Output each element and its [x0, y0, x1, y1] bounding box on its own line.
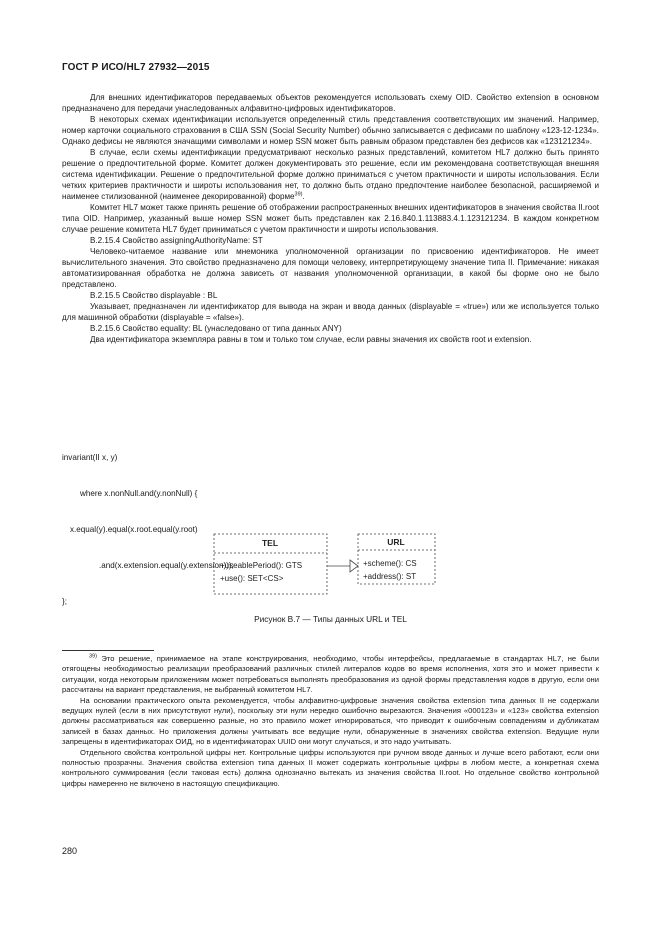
tel-class-box [214, 534, 327, 594]
footnote-text: Это решение, принимаемое на этапе конструирования, необходимо, чтобы интерфейсы, предлагаемые в стандартах HL7, не были отягощены необходимостью реализации преобразований различных стилей литералов кодов во время исполнения, хотя это и может привести к ситуации, когда некоторым приложениям может потребоваться выполнять преобразования из одной формы представления кодов в другую, если они рассчитаны на вариант представления, не выбранный комитетом HL7. [62, 654, 599, 695]
page-number: 280 [62, 846, 78, 856]
figure-caption: Рисунок В.7 — Типы данных URL и TEL [254, 614, 407, 624]
paragraph-text: В случае, если схемы идентификации предусматривают несколько разных представлений, комитетом HL7 должно быть принято решение о предпочтительной форме. Комитет должен документировать это решение, если им рекомендована соответствующая внешняя система идентификации. Решение о предпочтительной форме должно приниматься с учетом практичности и широты использования. Если четких критериев практичности и широты использования нет, то должно быть отдано предпочтение наиболее безопасной, расширяемой и наименее стилизованной (наименее декорированной) форме [62, 148, 599, 201]
paragraph: В случае, если схемы идентификации предусматривают несколько разных представлений, комитетом HL7 должно быть принято решение о предпочтительной форме. Комитет должен документировать это решение, если им рекомендована соответствующая внешняя система идентификации. Решение о предпочтительной форме должно приниматься с учетом практичности и широты использования. Если четких критериев практичности и широты использования нет, то должно быть отдано предпочтение наиболее безопасной, расширяемой и наименее стилизованной (наименее декорированной) форме$^{39)}$. [62, 148, 599, 201]
url-class-box [358, 534, 435, 584]
page-header: ГОСТ Р ИСО/HL7 27932—2015 [62, 62, 210, 73]
paragraph: Человеко-читаемое название или мнемоника уполномоченной организации по присвоению идентификаторов. Не имеет вычислительного значения. Это свойство предназначено для помощи человеку, интерпретирующему значение типа II. Примечание: никакая автоматизированная обработка не должна зависеть от названия уполномоченной организации, в какой бы форме оно не было представлено. [62, 247, 599, 289]
footnote-paragraph: Отдельного свойства контрольной цифры нет. Контрольные цифры используются при ручном вводе данных и лучше всего работают, если они полностью прозрачны. Значения свойства extension типа данных II может содержать контрольные цифры в любом месте, а конкретная схема контрольного суммирования (если таковая есть) должна однозначно вытекать из значения свойства II.root. Но отдельное свойство контрольной цифры намеренно не включено в настоящую спецификацию. [62, 747, 599, 788]
tel-class-name: TEL [261, 538, 279, 548]
section-heading: B.2.15.4 Свойство assigningAuthorityName: ST [90, 236, 263, 245]
uml-diagram [213, 533, 437, 599]
footnote-mark: 39) [89, 653, 97, 660]
url-attribute: +address(): ST [363, 572, 417, 581]
code-line: invariant(II x, y) [62, 453, 118, 462]
section-heading: B.2.15.5 Свойство displayable : BL [90, 291, 218, 300]
code-line: }; [62, 597, 67, 606]
code-block [62, 428, 599, 632]
code-line: where x.nonNull.and(y.nonNull) { [80, 489, 198, 498]
url-attribute: +scheme(): CS [363, 559, 417, 568]
footnote [62, 654, 599, 696]
generalization-arrow [327, 560, 358, 572]
paragraph: Для внешних идентификаторов передаваемых объектов рекомендуется использовать схему OID. Свойство extension в основном предназначено для передачи унаследованных алфавитно-цифровых идентификаторов. [62, 93, 599, 113]
paragraph: Комитет HL7 может также принять решение об отображении распространенных внешних идентификаторов в значения свойства II.root типа OID. Например, указанный выше номер SSN может быть представлен как 2.16.840.1.113883.4.1.123121234. В каждом конкретном случае решение комитета HL7 будет приниматься с учетом практичности и широты использования. [62, 203, 599, 234]
footnotes [62, 654, 599, 789]
footnote-paragraph: На основании практического опыта рекомендуется, чтобы алфавитно-цифровые значения свойства extension типа данных II не содержали ведущих нулей (если в них присутствуют нули), поскольку эти нули нередко ошибочно вырезаются. Значения «000123» и «123» свойства extension должны рассматриваться как совершенно разные, но это правило может игнорироваться, что приводит к ошибочным совпадениям и дубликатам записей в базах данных. Но приложения должны учитывать все ведущие нули, обнаруженные в значениях свойства extension. Ведущие нули запрещены в идентификаторах ОИД, но в идентификаторах UUID они могут случаться, и это надо учитывать. [62, 695, 599, 747]
footnote-divider [62, 650, 154, 651]
tel-attribute: +useablePeriod(): GTS [220, 561, 303, 570]
footnote-reference[interactable]: 39) [294, 191, 303, 198]
section-heading: B.2.15.6 Свойство equality: BL (унаследовано от типа данных ANY) [90, 324, 342, 333]
code-line: x.equal(y).equal(x.root.equal(y.root) [70, 525, 198, 534]
paragraph: В некоторых схемах идентификации используется определенный стиль представления соответствующих им значений. Например, номер карточки социального страхования в США SSN (Social Security Number) обычно записывается с дефисами по шаблону «123-12-1234». Однако дефисы не являются значащими символами и номер SSN может быть равным образом представлен без дефисов как «123121234». [62, 115, 599, 146]
paragraph: Два идентификатора экземпляра равны в том и только том случае, если равны значения их свойств root и extension. [90, 335, 532, 344]
code-line: .and(x.extension.equal(y.extension))); [99, 561, 234, 570]
paragraph: Указывает, предназначен ли идентификатор для вывода на экран и ввода данных (displayable = «true») или же используется только для машинной обработки (displayable = «false»). [62, 302, 599, 322]
body-text [62, 92, 599, 345]
url-class-name: URL [387, 537, 405, 547]
tel-attribute: +use(): SET<CS> [220, 574, 284, 583]
